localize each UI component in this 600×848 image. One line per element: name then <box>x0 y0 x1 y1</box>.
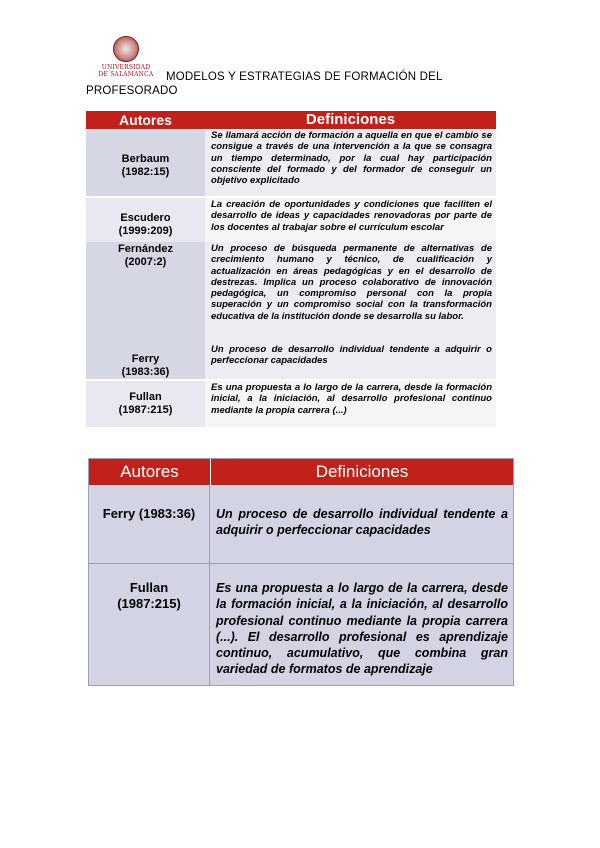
table-row <box>86 343 496 379</box>
definitions-table-detail <box>88 458 514 686</box>
definitions-table-summary <box>86 111 496 427</box>
table-row <box>86 129 496 196</box>
university-name: UNIVERSIDAD DE SALAMANCA <box>98 64 154 78</box>
author-cell: Berbaum (1982:15) <box>86 129 205 196</box>
header-definitions: Definiciones <box>315 462 409 481</box>
document-title-line2: PROFESORADO <box>86 85 178 97</box>
author-cell: Fullan (1987:215) <box>86 381 205 427</box>
header-authors: Autores <box>119 112 172 128</box>
author-cell: Ferry (1983:36) <box>89 485 210 563</box>
table-row <box>86 381 496 427</box>
table-row <box>89 485 513 564</box>
definition-cell: Es una propuesta a lo largo de la carrera, desde la formación inicial, a la iniciación, al desarrollo profesional continuo mediante la propia carrera (...) <box>205 381 496 427</box>
author-cell: Fernández (2007:2) <box>86 242 205 343</box>
definition-cell: Se llamará acción de formación a aquella en que el cambio se consigue a través de una intervención a la que se consagra un tiempo determinado, por la cual hay participación consciente del formado y del formador de conseguir un objetivo explicitado <box>205 129 496 196</box>
author-cell: Ferry (1983:36) <box>86 343 205 379</box>
definition-cell: Un proceso de búsqueda permanente de alternativas de crecimiento humano y técnico, de cualificación y actualización en áreas pedagógicas y en el desarrollo de destrezas. Implica un proceso colaborativo de innovación pedagógica, un compromiso personal con la propia superación y un compromiso social con la transformación educativa de la institución donde se desarrolla su labor. <box>205 242 496 343</box>
definition-cell: La creación de oportunidades y condiciones que faciliten el desarrollo de ideas y capacidades renovadoras por parte de los docentes al trabajar sobre el currículum escolar <box>205 198 496 242</box>
document-title-line1: MODELOS Y ESTRATEGIAS DE FORMACIÓN DEL <box>166 71 443 83</box>
author-cell: Fullan (1987:215) <box>89 564 210 685</box>
definition-cell: Un proceso de desarrollo individual tendente a adquirir o perfeccionar capacidades <box>216 507 508 538</box>
university-seal-icon <box>113 36 139 62</box>
header-authors: Autores <box>89 459 211 485</box>
table-row <box>86 198 496 242</box>
header-definitions: Definiciones <box>305 111 396 128</box>
table-header <box>89 459 513 485</box>
table-header <box>86 111 496 129</box>
document-title <box>86 70 466 98</box>
definition-cell: Es una propuesta a lo largo de la carrera, desde la formación inicial, a la iniciación, al desarrollo profesional continuo mediante la propia carrera (...). El desarrollo profesional es aprendizaje continuo, acumulativo, que combina gran variedad de formatos de aprendizaje <box>216 581 508 677</box>
table-row <box>86 242 496 343</box>
definition-cell: Un proceso de desarrollo individual tendente a adquirir o perfeccionar capacidades <box>205 343 496 379</box>
table-row <box>89 564 513 685</box>
author-cell: Escudero (1999:209) <box>86 198 205 242</box>
